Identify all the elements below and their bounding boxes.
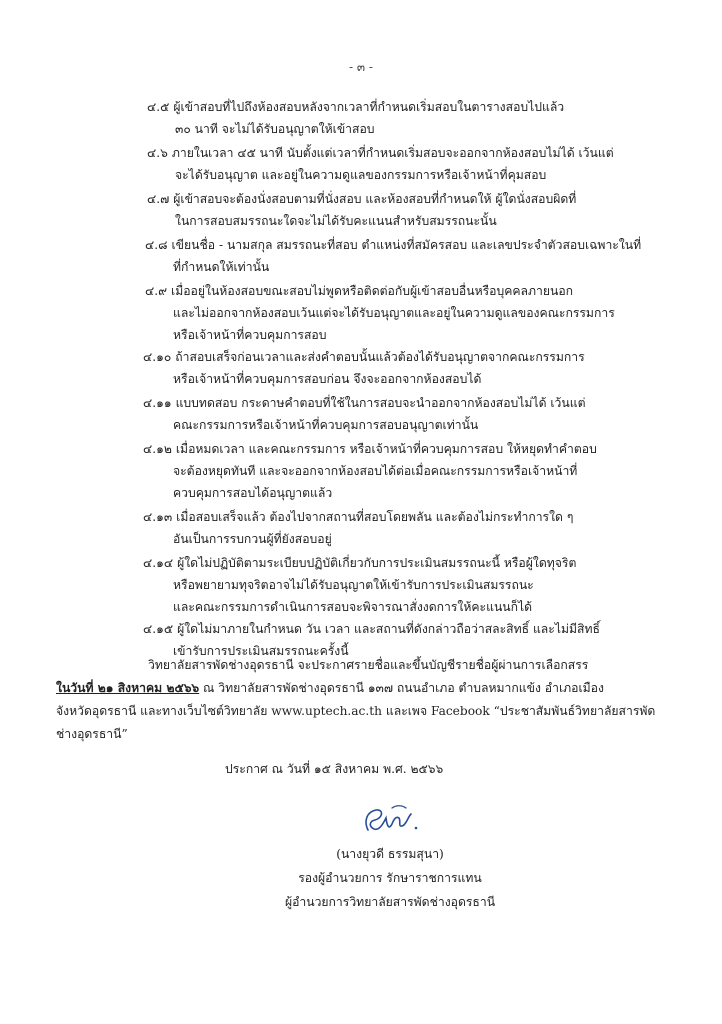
rule-item: [147, 188, 576, 232]
signature-image: [356, 800, 426, 844]
announcement-line: ช่างอุดรธานี”: [56, 727, 128, 741]
rule-continuation: ในการสอบสมรรถนะใดจะไม่ได้รับคะแนนสำหรับสมรรถนะนั้น: [175, 214, 497, 228]
rule-continuation: และไม่ออกจากห้องสอบเว้นแต่จะได้รับอนุญาตและอยู่ในความดูแลของคณะกรรมการ: [173, 306, 615, 320]
rule-text: ถ้าสอบเสร็จก่อนเวลาและส่งคำตอบนั้นแล้วต้องได้รับอนุญาตจากคณะกรรมการ: [175, 350, 585, 364]
rule-continuation: คณะกรรมการหรือเจ้าหน้าที่ควบคุมการสอบอนุญาตเท่านั้น: [173, 418, 479, 432]
rule-number: ๔.๑๑: [143, 396, 172, 410]
rule-text: เขียนชื่อ - นามสกุล สมรรถนะที่สอบ ตำแหน่งที่สมัครสอบ และเลขประจำตัวสอบเฉพาะในที่: [171, 238, 642, 252]
signature-block: [240, 842, 540, 914]
rule-number: ๔.๘: [145, 238, 168, 252]
rule-item: [143, 346, 585, 390]
rule-continuation: หรือพยายามทุจริตอาจไม่ได้รับอนุญาตให้เข้ารับการประเมินสมรรถนะ: [173, 578, 534, 592]
rule-item: [143, 552, 576, 618]
rule-text: ภายในเวลา ๔๕ นาที นับตั้งแต่เวลาที่กำหนดเริ่มสอบจะออกจากห้องสอบไม่ได้ เว้นแต่: [171, 146, 614, 160]
rule-item: [147, 96, 564, 140]
rule-text: แบบทดสอบ กระดาษคำตอบที่ใช้ในการสอบจะนำออกจากห้องสอบไม่ได้ เว้นแต่: [175, 396, 586, 410]
rule-item: [145, 234, 641, 278]
rule-continuation: ๓๐ นาที จะไม่ได้รับอนุญาตให้เข้าสอบ: [175, 122, 375, 136]
page-number: - ๓ -: [349, 60, 373, 74]
rule-number: ๔.๑๓: [143, 510, 173, 524]
rule-item: [145, 280, 615, 346]
rule-continuation: เข้ารับการประเมินสมรรถนะครั้งนี้: [173, 644, 349, 658]
rule-number: ๔.๙: [145, 284, 168, 298]
rule-number: ๔.๑๒: [143, 442, 172, 456]
rule-text: ผู้เข้าสอบจะต้องนั่งสอบตามที่นั่งสอบ และห้องสอบที่กำหนดให้ ผู้ใดนั่งสอบผิดที่: [173, 192, 577, 206]
rule-continuation: และคณะกรรมการดำเนินการสอบจะพิจารณาสั่งงดการให้คะแนนก็ได้: [173, 600, 533, 614]
rule-item: [143, 392, 586, 436]
rule-continuation: ที่กำหนดให้เท่านั้น: [173, 260, 270, 274]
signer-position: ผู้อำนวยการวิทยาลัยสารพัดช่างอุดรธานี: [284, 895, 496, 909]
rule-text: เมื่อหมดเวลา และคณะกรรมการ หรือเจ้าหน้าที่ควบคุมการสอบ ให้หยุดทำคำตอบ: [175, 442, 597, 456]
rule-number: ๔.๑๔: [143, 556, 174, 570]
rule-continuation: ควบคุมการสอบได้อนุญาตแล้ว: [173, 486, 333, 500]
rule-number: ๔.๕: [147, 100, 170, 114]
rule-text: ผู้เข้าสอบที่ไปถึงห้องสอบหลังจากเวลาที่กำหนดเริ่มสอบในตารางสอบไปแล้ว: [173, 100, 565, 114]
rule-continuation: อันเป็นการรบกวนผู้ที่ยังสอบอยู่: [173, 532, 332, 546]
announcement-line: จังหวัดอุดรธานี และทางเว็บไซต์วิทยาลัย www.uptech.ac.th และเพจ Facebook “ประชาสัมพันธ์วิทยาลัยสารพัด: [56, 704, 656, 718]
announcement-line: [56, 677, 676, 700]
rule-text: ผู้ใดไม่ปฏิบัติตามระเบียบปฏิบัติเกี่ยวกับการประเมินสมรรถนะนี้ หรือผู้ใดทุจริต: [177, 556, 577, 570]
signer-name: (นางยุวดี ธรรมสุนา): [336, 847, 444, 861]
announcement-paragraph: [56, 654, 676, 746]
rule-number: ๔.๗: [147, 192, 170, 206]
rule-item: [143, 506, 573, 550]
rule-continuation: หรือเจ้าหน้าที่ควบคุมการสอบก่อน จึงจะออกจากห้องสอบได้: [173, 372, 482, 386]
rule-continuation: จะต้องหยุดทันที และจะออกจากห้องสอบได้ต่อเมื่อคณะกรรมการหรือเจ้าหน้าที่: [173, 464, 578, 478]
rule-number: ๔.๑๐: [143, 350, 172, 364]
announcement-date: ในวันที่ ๒๑ สิงหาคม ๒๕๖๖: [56, 681, 200, 695]
rule-text: ผู้ใดไม่มาภายในกำหนด วัน เวลา และสถานที่ดังกล่าวถือว่าสละสิทธิ์ และไม่มีสิทธิ์: [177, 622, 600, 636]
rule-number: ๔.๑๕: [143, 622, 174, 636]
rule-text: เมื่อสอบเสร็จแล้ว ต้องไปจากสถานที่สอบโดยพลัน และต้องไม่กระทำการใด ๆ: [176, 510, 574, 524]
issued-date: ประกาศ ณ วันที่ ๑๕ สิงหาคม พ.ศ. ๒๕๖๖: [225, 762, 444, 776]
rule-number: ๔.๖: [147, 146, 168, 160]
rule-item: [147, 142, 614, 186]
rule-continuation: หรือเจ้าหน้าที่ควบคุมการสอบ: [173, 328, 327, 342]
rule-item: [143, 438, 597, 504]
announcement-line: วิทยาลัยสารพัดช่างอุดรธานี จะประกาศรายชื่อและขึ้นบัญชีรายชื่อผู้ผ่านการเลือกสรร: [148, 658, 589, 672]
signer-position: รองผู้อำนวยการ รักษาราชการแทน: [298, 871, 482, 885]
rule-continuation: จะได้รับอนุญาต และอยู่ในความดูแลของกรรมการหรือเจ้าหน้าที่คุมสอบ: [175, 168, 547, 182]
rule-text: เมื่ออยู่ในห้องสอบขณะสอบไม่พูดหรือติดต่อกับผู้เข้าสอบอื่นหรือบุคคลภายนอก: [171, 284, 574, 298]
announcement-location: ณ วิทยาลัยสารพัดช่างอุดรธานี ๑๓๗ ถนนอำเภอ ตำบลหมากแข้ง อำเภอเมือง: [199, 681, 604, 695]
